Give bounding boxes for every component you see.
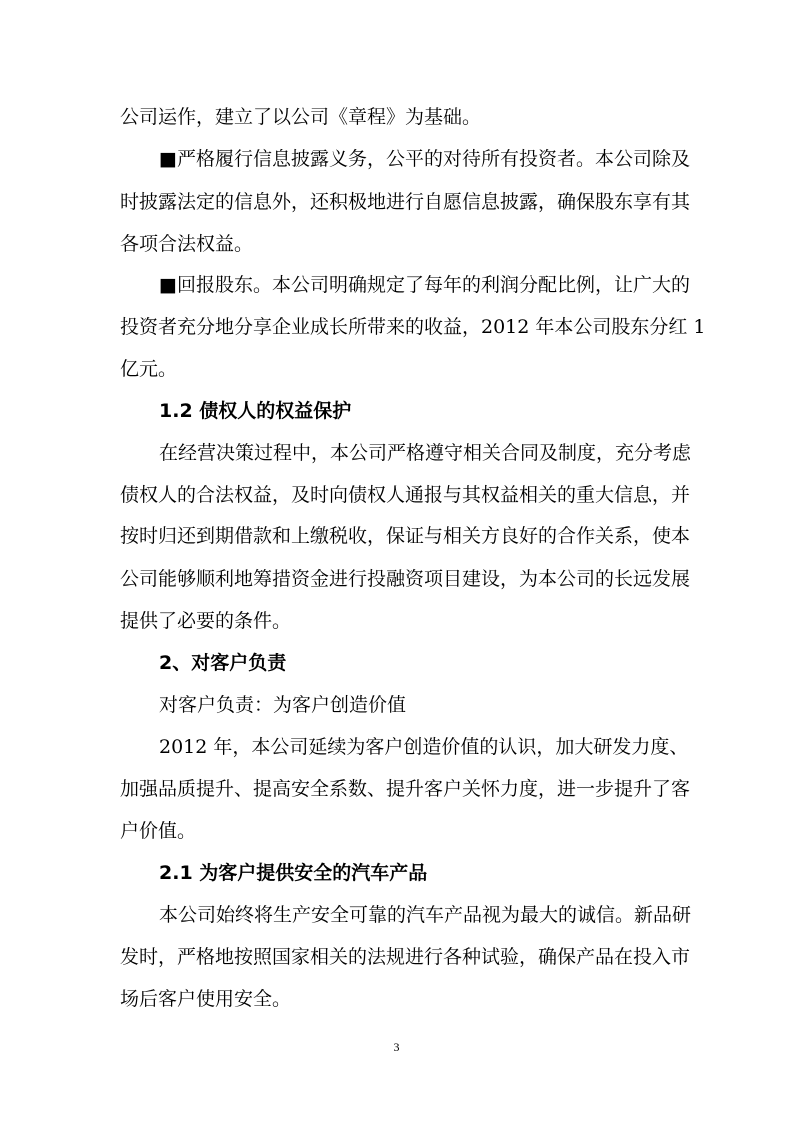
paragraph-line: 提供了必要的条件。 [120, 610, 292, 632]
paragraph-line: 债权人的合法权益，及时向债权人通报与其权益相关的重大信息，并 [120, 484, 691, 506]
paragraph-line: 2012 年，本公司延续为客户创造价值的认识，加大研发力度、 [159, 736, 689, 758]
paragraph-line: ■严格履行信息披露义务，公平的对待所有投资者。本公司除及 [159, 148, 690, 170]
paragraph-line: 对客户负责：为客户创造价值 [159, 694, 407, 716]
paragraph-line: ■回报股东。本公司明确规定了每年的利润分配比例，让广大的 [159, 274, 690, 296]
paragraph-line: 亿元。 [120, 358, 178, 380]
paragraph-line: 投资者充分地分享企业成长所带来的收益，2012 年本公司股东分红 1 [120, 316, 706, 338]
section-heading-2-1: 2.1 为客户提供安全的汽车产品 [159, 862, 428, 884]
section-heading-2: 2、对客户负责 [159, 652, 287, 674]
page-number: 3 [393, 1040, 400, 1054]
paragraph-line: 各项合法权益。 [120, 233, 254, 255]
paragraph-line: 公司运作，建立了以公司《章程》为基础。 [120, 106, 482, 128]
paragraph-line: 时披露法定的信息外，还积极地进行自愿信息披露，确保股东享有其 [120, 191, 691, 213]
paragraph-line: 按时归还到期借款和上缴税收，保证与相关方良好的合作关系，使本 [120, 525, 691, 547]
paragraph-line: 户价值。 [120, 820, 197, 842]
paragraph-line: 在经营决策过程中，本公司严格遵守相关合同及制度，充分考虑 [159, 442, 692, 464]
paragraph-line: 加强品质提升、提高安全系数、提升客户关怀力度，进一步提升了客 [120, 778, 691, 800]
section-heading-1-2: 1.2 债权人的权益保护 [159, 400, 352, 422]
paragraph-line: 公司能够顺利地筹措资金进行投融资项目建设，为本公司的长远发展 [120, 568, 691, 590]
paragraph-line: 本公司始终将生产安全可靠的汽车产品视为最大的诚信。新品研 [159, 904, 692, 926]
paragraph-line: 发时，严格地按照国家相关的法规进行各种试验，确保产品在投入市 [120, 946, 691, 968]
paragraph-line: 场后客户使用安全。 [120, 988, 292, 1010]
